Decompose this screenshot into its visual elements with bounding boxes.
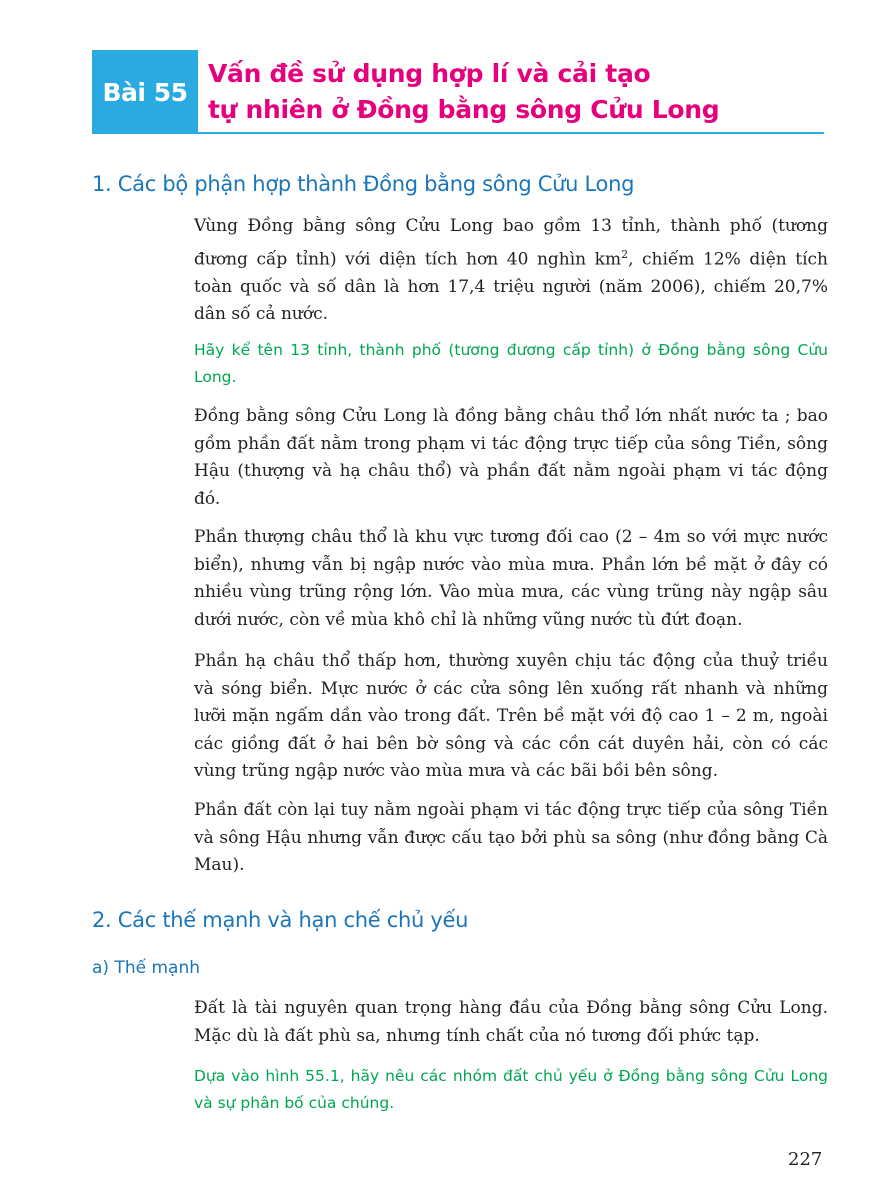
section1-paragraph-1 [194,213,828,329]
lesson-title [208,56,818,128]
section1-paragraph-4: Phần hạ châu thổ thấp hơn, thường xuyên chịu tác động của thuỷ triều và sóng biển. Mực nước ở các cửa sông lên xuống rất nhanh và những lưỡi mặn ngấm dần vào trong đất. Trên bề mặt với độ cao 1 – 2 m, ngoài các giồng đất ở hai bên bờ sông và các cồn cát duyên hải, còn có các vùng trũng ngập nước vào mùa mưa và các bãi bồi bên sông. [194,651,828,781]
section1-paragraph-5: Phần đất còn lại tuy nằm ngoài phạm vi tác động trực tiếp của sông Tiền và sông Hậu nhưng vẫn được cấu tạo bởi phù sa sông (như đồng bằng Cà Mau). [194,800,828,875]
superscript: 2 [621,247,629,261]
header-rule [198,132,824,134]
section1-p1-text-rest: , chiếm 12% diện tích toàn quốc và số dân là hơn 17,4 triệu người (năm 2006), chiếm 20,7% dân số cả nước. [194,249,828,325]
section1-paragraph-3: Phần thượng châu thổ là khu vực tương đối cao (2 – 4m so với mực nước biển), nhưng vẫn bị ngập nước vào mùa mưa. Phần lớn bề mặt ở đây có nhiều vùng trũng rộng lớn. Vào mùa mưa, các vùng trũng này ngập sâu dưới nước, còn về mùa khô chỉ là những vũng nước tù đứt đoạn. [194,527,828,630]
lesson-title-line2: tự nhiên ở Đồng bằng sông Cửu Long [208,95,720,124]
section1-p1-text: Vùng Đồng bằng sông Cửu Long bao gồm 13 tỉnh, thành phố (tương đương cấp tỉnh) với diện tích hơn 40 nghìn km [194,216,828,270]
lesson-title-line1: Vấn đề sử dụng hợp lí và cải tạo [208,59,651,88]
page-number: 227 [788,1149,823,1170]
lesson-header [92,50,824,134]
section2-question: Dựa vào hình 55.1, hãy nêu các nhóm đất chủ yếu ở Đồng bằng sông Cửu Long và sự phân bố của chúng. [194,1067,828,1112]
section2-paragraph-1: Đất là tài nguyên quan trọng hàng đầu của Đồng bằng sông Cửu Long. Mặc dù là đất phù sa, nhưng tính chất của nó tương đối phức tạp. [194,998,828,1046]
section2-subheading: a) Thế mạnh [92,958,201,978]
lesson-badge: Bài 55 [92,50,198,134]
section1-question: Hãy kể tên 13 tỉnh, thành phố (tương đương cấp tỉnh) ở Đồng bằng sông Cửu Long. [194,341,828,386]
section2-heading: 2. Các thế mạnh và hạn chế chủ yếu [92,908,469,932]
section1-heading: 1. Các bộ phận hợp thành Đồng bằng sông Cửu Long [92,172,635,196]
section1-paragraph-2: Đồng bằng sông Cửu Long là đồng bằng châu thổ lớn nhất nước ta ; bao gồm phần đất nằm trong phạm vi tác động trực tiếp của sông Tiền, sông Hậu (thượng và hạ châu thổ) và phần đất nằm ngoài phạm vi tác động đó. [194,406,828,509]
